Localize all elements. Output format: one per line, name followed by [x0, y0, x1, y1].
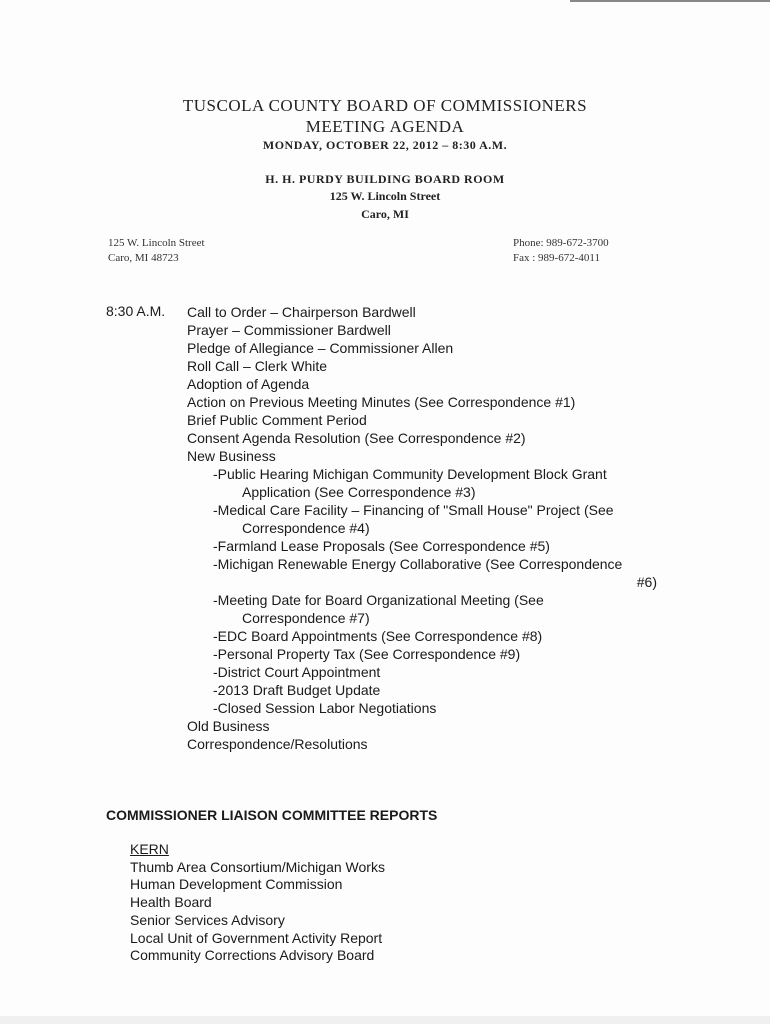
new-business-item: -Michigan Renewable Energy Collaborative (See Correspondence: [213, 556, 623, 572]
document-title: TUSCOLA COUNTY BOARD OF COMMISSIONERS: [182, 96, 588, 115]
agenda-item: Brief Public Comment Period: [187, 412, 367, 428]
liaison-commissioner-name: KERN: [130, 841, 169, 857]
new-business-item: -Closed Session Labor Negotiations: [213, 700, 437, 716]
agenda-time: 8:30 A.M.: [106, 303, 166, 319]
scan-edge-bottom: [0, 1016, 770, 1024]
liaison-section-title: COMMISSIONER LIAISON COMMITTEE REPORTS: [106, 807, 438, 823]
agenda-list: [187, 303, 657, 753]
address-line-2: Caro, MI 48723: [108, 252, 179, 264]
new-business-item-continued: #6): [636, 574, 657, 590]
agenda-item: Roll Call – Clerk White: [187, 358, 328, 374]
agenda-item: Pledge of Allegiance – Commissioner Allen: [187, 340, 454, 356]
liaison-item: Health Board: [130, 894, 212, 911]
new-business-item: -2013 Draft Budget Update: [213, 682, 381, 698]
meeting-street: 125 W. Lincoln Street: [329, 189, 441, 203]
liaison-list: [130, 841, 385, 965]
document-subtitle: MEETING AGENDA: [305, 117, 465, 136]
new-business-item-continued: Correspondence #7): [242, 610, 370, 626]
new-business-item: -EDC Board Appointments (See Correspondence #8): [213, 628, 543, 644]
liaison-item: Local Unit of Government Activity Report: [130, 929, 383, 946]
new-business-item: -Meeting Date for Board Organizational Meeting (See: [213, 592, 544, 608]
agenda-item: Consent Agenda Resolution (See Correspondence #2): [187, 430, 526, 446]
liaison-item: Human Development Commission: [130, 876, 343, 893]
meeting-room: H. H. PURDY BUILDING BOARD ROOM: [265, 172, 505, 186]
liaison-item: Community Corrections Advisory Board: [130, 947, 375, 964]
scan-edge-top: [570, 0, 770, 2]
new-business-item: -Medical Care Facility – Financing of "Small House" Project (See: [213, 502, 614, 518]
agenda-item: Prayer – Commissioner Bardwell: [187, 322, 391, 338]
new-business-item: -District Court Appointment: [213, 664, 381, 680]
agenda-item: Call to Order – Chairperson Bardwell: [187, 304, 416, 320]
phone-number: Phone: 989-672-3700: [513, 237, 609, 249]
liaison-item: Senior Services Advisory: [130, 911, 285, 928]
agenda-item: Old Business: [187, 718, 270, 734]
agenda-item: New Business: [187, 448, 276, 464]
new-business-item-continued: Application (See Correspondence #3): [242, 484, 476, 500]
meeting-city: Caro, MI: [361, 207, 409, 221]
address-line-1: 125 W. Lincoln Street: [108, 237, 205, 249]
new-business-item: -Public Hearing Michigan Community Development Block Grant: [213, 466, 607, 482]
agenda-item: Adoption of Agenda: [187, 376, 310, 392]
new-business-item: -Personal Property Tax (See Correspondence #9): [213, 646, 521, 662]
liaison-item: Thumb Area Consortium/Michigan Works: [130, 858, 385, 875]
agenda-item: Action on Previous Meeting Minutes (See Correspondence #1): [187, 394, 576, 410]
meeting-date: MONDAY, OCTOBER 22, 2012 – 8:30 A.M.: [262, 138, 508, 152]
new-business-item: -Farmland Lease Proposals (See Correspondence #5): [213, 538, 550, 554]
new-business-item-continued: Correspondence #4): [242, 520, 370, 536]
agenda-item: Correspondence/Resolutions: [187, 736, 368, 752]
fax-number: Fax : 989-672-4011: [513, 252, 600, 264]
